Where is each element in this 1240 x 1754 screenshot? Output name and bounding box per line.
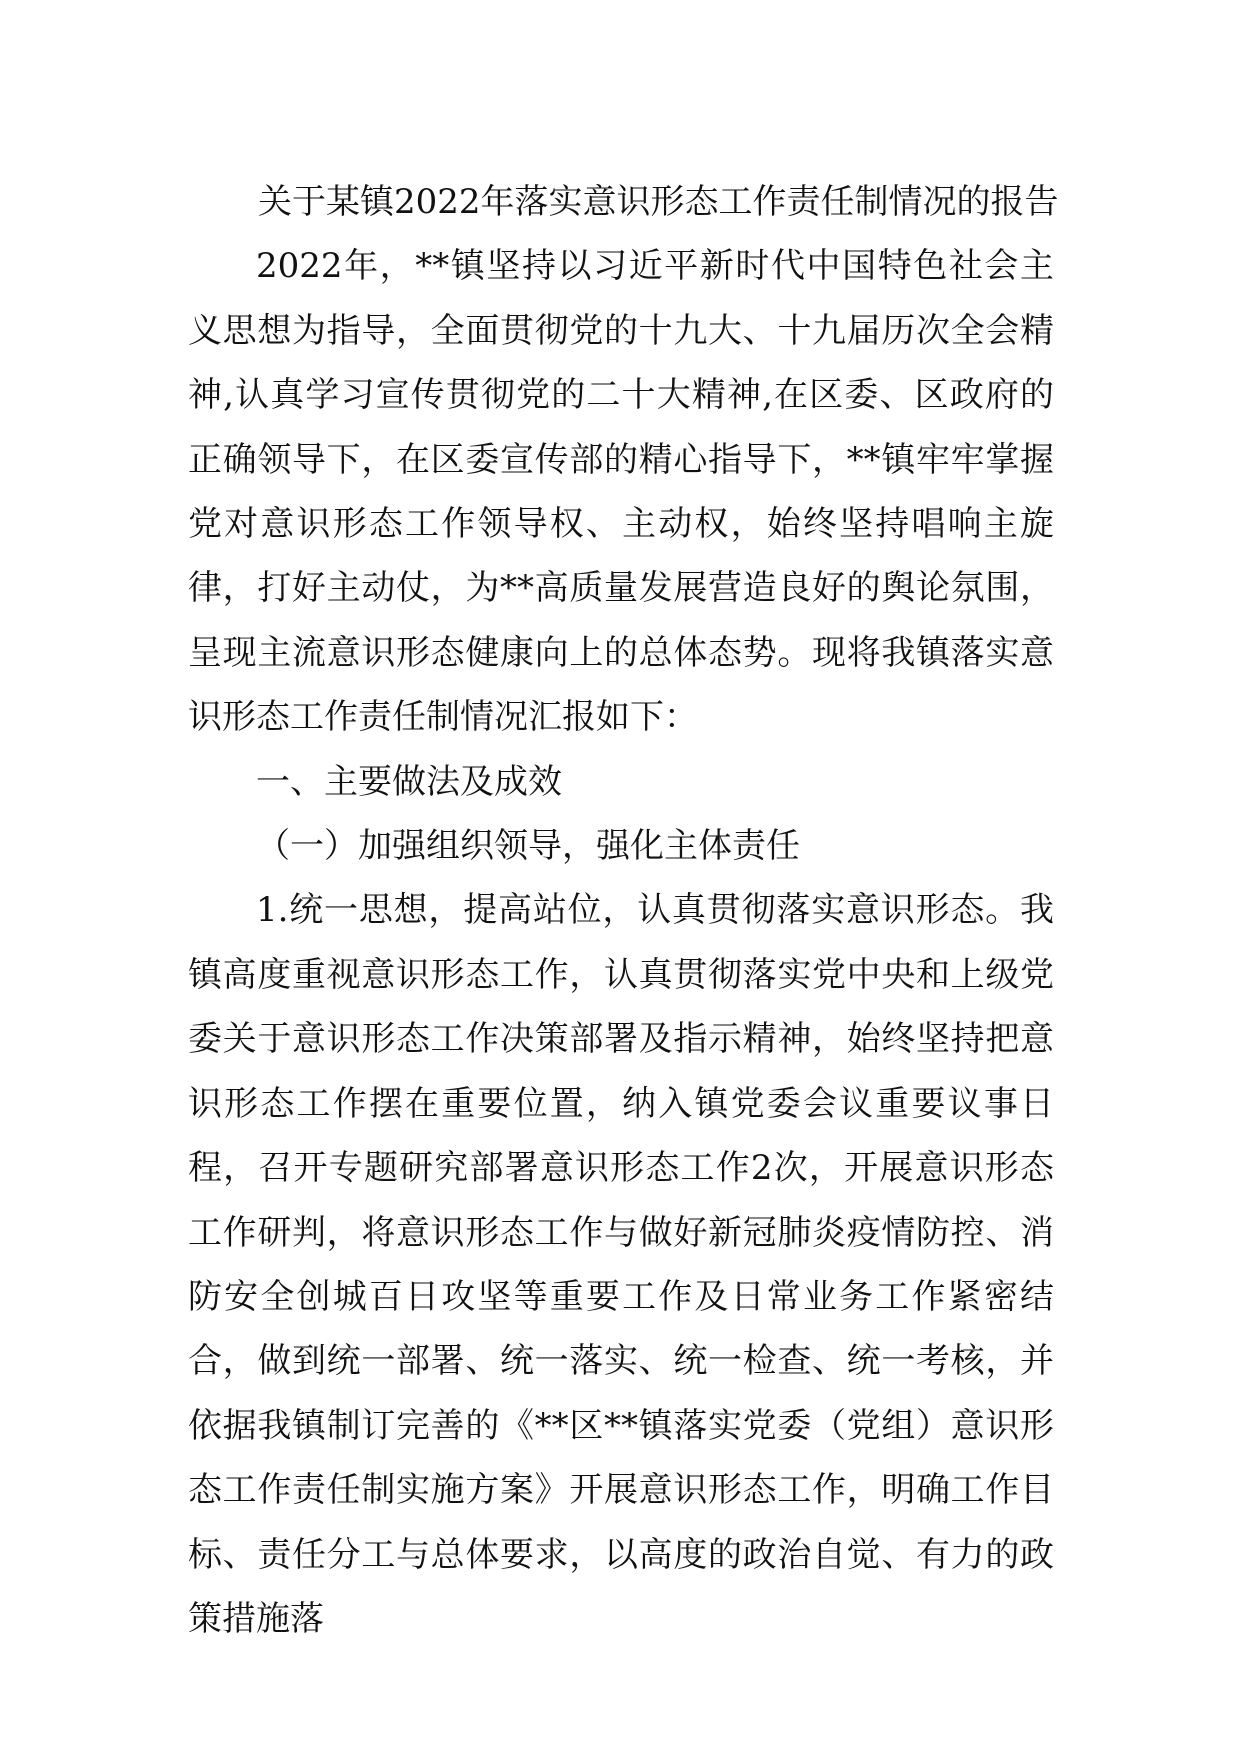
body-paragraph: 1.统一思想，提高站位，认真贯彻落实意识形态。我镇高度重视意识形态工作，认真贯彻落实党中央和上级党委关于意识形态工作决策部署及指示精神，始终坚持把意识形态工作摆在重要位置，纳入镇党委会议重要议事日程，召开专题研究部署意识形态工作2次，开展意识形态工作研判，将意识形态工作与做好新冠肺炎疫情防控、消防安全创城百日攻坚等重要工作及日常业务工作紧密结合，做到统一部署、统一落实、统一检查、统一考核，并依据我镇制订完善的《**区**镇落实党委（党组）意识形态工作责任制实施方案》开展意识形态工作，明确工作目标、责任分工与总体要求，以高度的政治自觉、有力的政策措施落: [188, 890, 1054, 1639]
document-page: [188, 170, 1059, 1651]
intro-paragraph: 2022年，**镇坚持以习近平新时代中国特色社会主义思想为指导，全面贯彻党的十九大、十九届历次全会精神,认真学习宣传贯彻党的二十大精神,在区委、区政府的正确领导下，在区委宣传部的精心指导下，**镇牢牢掌握党对意识形态工作领导权、主动权，始终坚持唱响主旋律，打好主动仗，为**高质量发展营造良好的舆论氛围，呈现主流意识形态健康向上的总体态势。现将我镇落实意识形态工作责任制情况汇报如下：: [188, 246, 1054, 738]
document-title: 关于某镇2022年落实意识形态工作责任制情况的报告: [258, 182, 1059, 222]
subsection-heading: （一）加强组织领导，强化主体责任: [256, 826, 800, 867]
section-heading: 一、主要做法及成效: [256, 761, 562, 802]
